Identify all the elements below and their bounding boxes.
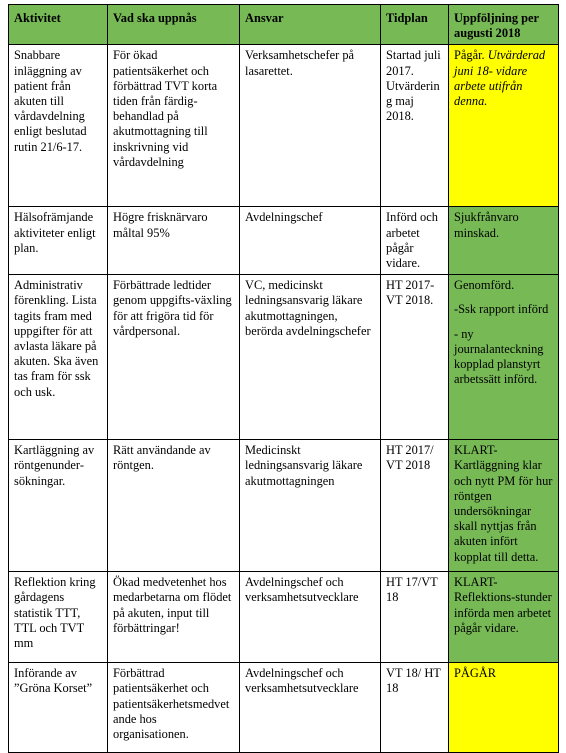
cell-aktivitet: Administrativ förenkling. Lista tagits fram med uppgifter för att avlasta läkare på akuten. Ska även tas fram för ssk och usk. <box>9 275 108 440</box>
cell-ansvar: Avdelningschef <box>240 207 381 275</box>
cell-vad: Förbättrade ledtider genom uppgifts-växling för att frigöra tid för vårdpersonal. <box>108 275 240 440</box>
header-uppfoljning: Uppföljning per augusti 2018 <box>449 5 559 45</box>
table-row <box>9 45 559 207</box>
cell-ansvar: Verksamhetschefer på lasarettet. <box>240 45 381 207</box>
table-row <box>9 572 559 663</box>
cell-aktivitet: Snabbare inläggning av patient från akuten till vårdavdelning enligt beslutad rutin 21/6-17. <box>9 45 108 207</box>
cell-status: KLART- Reflektions-stunder införda men arbetet pågår vidare. <box>449 572 559 663</box>
header-vad-ska-uppnas: Vad ska uppnås <box>108 5 240 45</box>
header-tidplan: Tidplan <box>381 5 449 45</box>
table-row <box>9 663 559 753</box>
table-row <box>9 275 559 440</box>
cell-ansvar: Avdelningschef och verksamhetsutvecklare <box>240 572 381 663</box>
action-plan-table <box>8 4 559 753</box>
cell-aktivitet: Införande av ”Gröna Korset” <box>9 663 108 753</box>
cell-vad: Ökad medvetenhet hos medarbetarna om flödet på akuten, input till förbättringar! <box>108 572 240 663</box>
status-text: Pågår. <box>454 48 485 63</box>
cell-tidplan: Startad juli 2017. Utvärdering maj 2018. <box>381 45 449 207</box>
cell-status <box>449 45 559 207</box>
cell-tidplan: VT 18/ HT 18 <box>381 663 449 753</box>
table-header-row <box>9 5 559 45</box>
cell-aktivitet: Kartläggning av röntgenunder-sökningar. <box>9 440 108 572</box>
cell-vad: Förbättrad patientsäkerhet och patientsäkerhetsmedvetande hos organisationen. <box>108 663 240 753</box>
cell-tidplan: HT 2017/ VT 2018 <box>381 440 449 572</box>
cell-aktivitet: Hälsofrämjande aktiviteter enligt plan. <box>9 207 108 275</box>
status-paragraph: - ny journalanteckning kopplad planstyrt arbetssätt införd. <box>454 326 544 387</box>
cell-vad: Rätt användande av röntgen. <box>108 440 240 572</box>
cell-status <box>449 275 559 440</box>
header-ansvar: Ansvar <box>240 5 381 45</box>
cell-status: PÅGÅR <box>449 663 559 753</box>
cell-tidplan: Införd och arbetet pågår vidare. <box>381 207 449 275</box>
cell-status: KLART- Kartläggning klar och nytt PM för hur röntgen undersökningar skall nyttjas från akuten infört kopplat till detta. <box>449 440 559 572</box>
cell-status: Sjukfrånvaro minskad. <box>449 207 559 275</box>
table-row <box>9 440 559 572</box>
cell-ansvar: VC, medicinskt ledningsansvarig läkare akutmottagningen, berörda avdelningschefer <box>240 275 381 440</box>
status-paragraph: -Ssk rapport införd <box>454 302 549 317</box>
cell-tidplan: HT 2017-VT 2018. <box>381 275 449 440</box>
cell-vad: Högre frisknärvaro måltal 95% <box>108 207 240 275</box>
header-aktivitet: Aktivitet <box>9 5 108 45</box>
status-paragraph: Genomförd. <box>454 278 515 293</box>
cell-vad: För ökad patientsäkerhet och förbättrad TVT korta tiden från färdig-behandlad på akutmottagning till inskrivning vid vårdavdelning <box>108 45 240 207</box>
cell-aktivitet: Reflektion kring gårdagens statistik TTT, TTL och TVT mm <box>9 572 108 663</box>
cell-ansvar: Avdelningschef och verksamhetsutvecklare <box>240 663 381 753</box>
table-row <box>9 207 559 275</box>
cell-ansvar: Medicinskt ledningsansvarig läkare akutmottagningen <box>240 440 381 572</box>
cell-tidplan: HT 17/VT 18 <box>381 572 449 663</box>
status-italic-note: Utvärderad juni 18- vidare arbete utifrån denna. <box>454 48 546 109</box>
